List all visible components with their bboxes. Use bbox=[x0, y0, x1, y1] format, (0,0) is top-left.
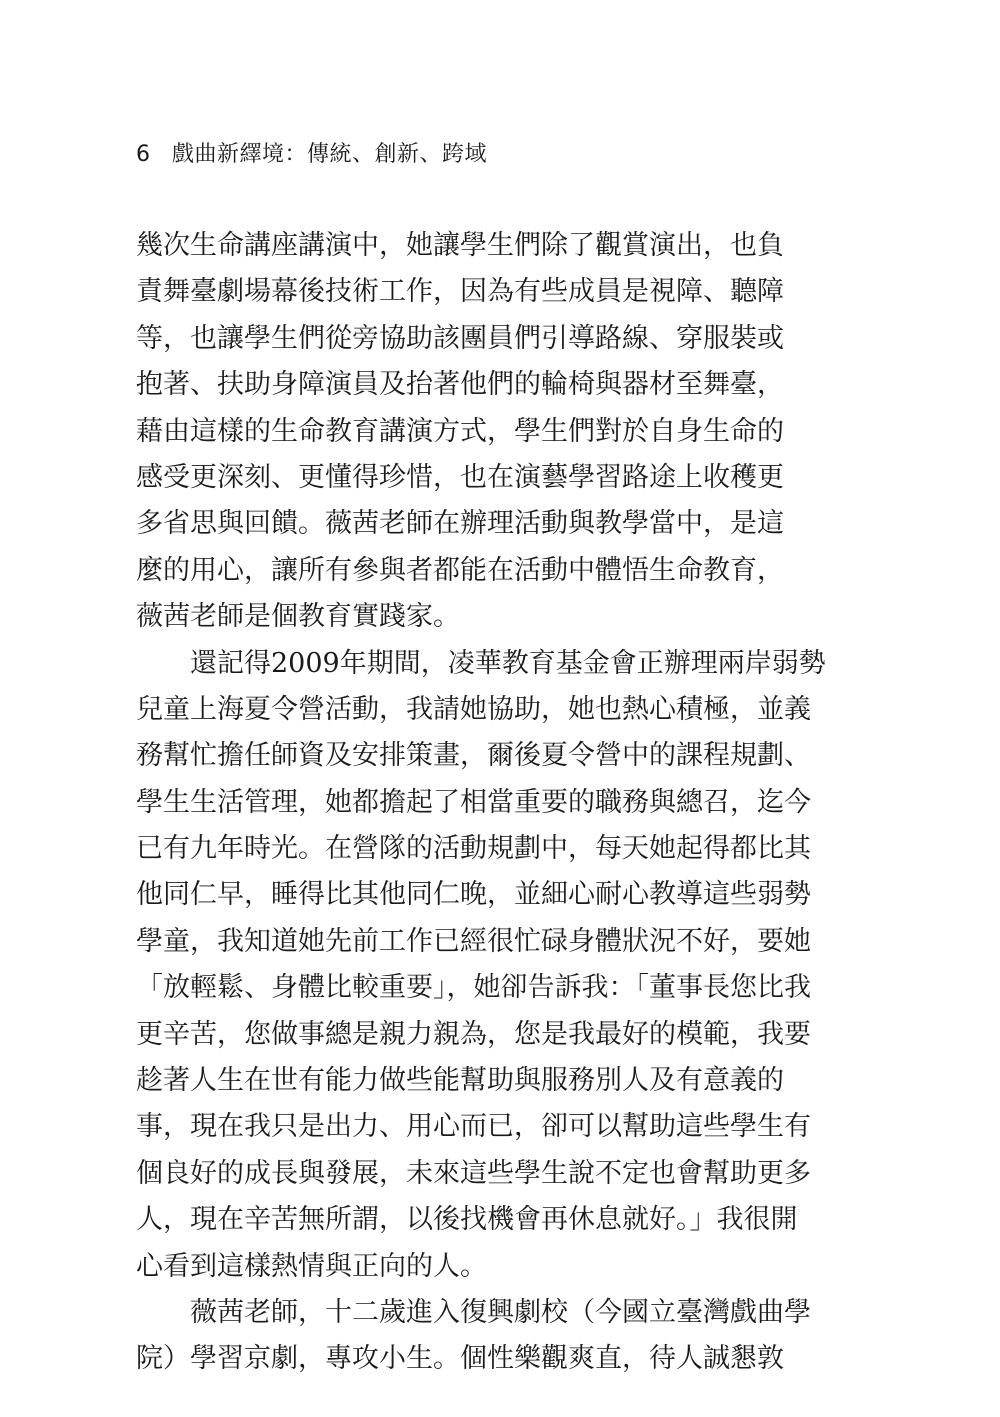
text-line: 兒童上海夏令營活動，我請她協助，她也熱心積極，並義 bbox=[136, 693, 811, 725]
text-line: 幾次生命講座講演中，她讓學生們除了觀賞演出，也負 bbox=[136, 230, 784, 261]
body-text bbox=[136, 223, 836, 1383]
paragraph-start-line: 還記得2009年期間，凌華教育基金會正辦理兩岸弱勢 bbox=[190, 647, 826, 679]
text-line: 人，現在辛苦無所謂，以後找機會再休息就好。」我很開 bbox=[136, 1204, 798, 1236]
text-line: 多省思與回饋。薇茜老師在辦理活動與教學當中，是這 bbox=[136, 508, 784, 540]
paragraph-start-line: 薇茜老師，十二歲進入復興劇校（今國立臺灣戲曲學 bbox=[190, 1296, 811, 1328]
text-line: 感受更深刻、更懂得珍惜，也在演藝學習路途上收穫更 bbox=[136, 461, 784, 493]
text-line: 更辛苦，您做事總是親力親為，您是我最好的模範，我要 bbox=[136, 1018, 811, 1050]
text-line: 抱著、扶助身障演員及抬著他們的輪椅與器材至舞臺， bbox=[136, 369, 784, 401]
text-line: 責舞臺劇場幕後技術工作，因為有些成員是視障、聽障 bbox=[136, 276, 784, 308]
text-line: 他同仁早，睡得比其他同仁晚，並細心耐心教導這些弱勢 bbox=[136, 879, 811, 911]
text-line: 趁著人生在世有能力做些能幫助與服務別人及有意義的 bbox=[136, 1065, 784, 1097]
text-line: 心看到這樣熱情與正向的人。 bbox=[136, 1250, 487, 1282]
text-line: 學生生活管理，她都擔起了相當重要的職務與總召，迄今 bbox=[136, 786, 811, 818]
page-number: 6 bbox=[136, 142, 150, 167]
text-line: 「放輕鬆、身體比較重要」，她卻告訴我：「董事長您比我 bbox=[136, 972, 811, 1004]
text-line: 已有九年時光。在營隊的活動規劃中，每天她起得都比其 bbox=[136, 833, 811, 865]
text-line: 個良好的成長與發展，未來這些學生說不定也會幫助更多 bbox=[136, 1157, 811, 1189]
text-line: 院）學習京劇，專攻小生。個性樂觀爽直，待人誠懇敦 bbox=[136, 1343, 784, 1375]
text-line: 事，現在我只是出力、用心而已，卻可以幫助這些學生有 bbox=[136, 1111, 811, 1143]
text-line: 麼的用心，讓所有參與者都能在活動中體悟生命教育， bbox=[136, 554, 784, 586]
text-line: 藉由這樣的生命教育講演方式，學生們對於自身生命的 bbox=[136, 415, 784, 447]
text-line: 務幫忙擔任師資及安排策畫，爾後夏令營中的課程規劃、 bbox=[136, 740, 811, 772]
text-line: 薇茜老師是個教育實踐家。 bbox=[136, 601, 460, 633]
text-line: 學童，我知道她先前工作已經很忙碌身體狀況不好，要她 bbox=[136, 925, 811, 957]
text-line: 等，也讓學生們從旁協助該團員們引導路線、穿服裝或 bbox=[136, 322, 784, 354]
running-header bbox=[136, 140, 487, 170]
book-title: 戲曲新繹境：傳統、創新、跨域 bbox=[172, 142, 488, 167]
